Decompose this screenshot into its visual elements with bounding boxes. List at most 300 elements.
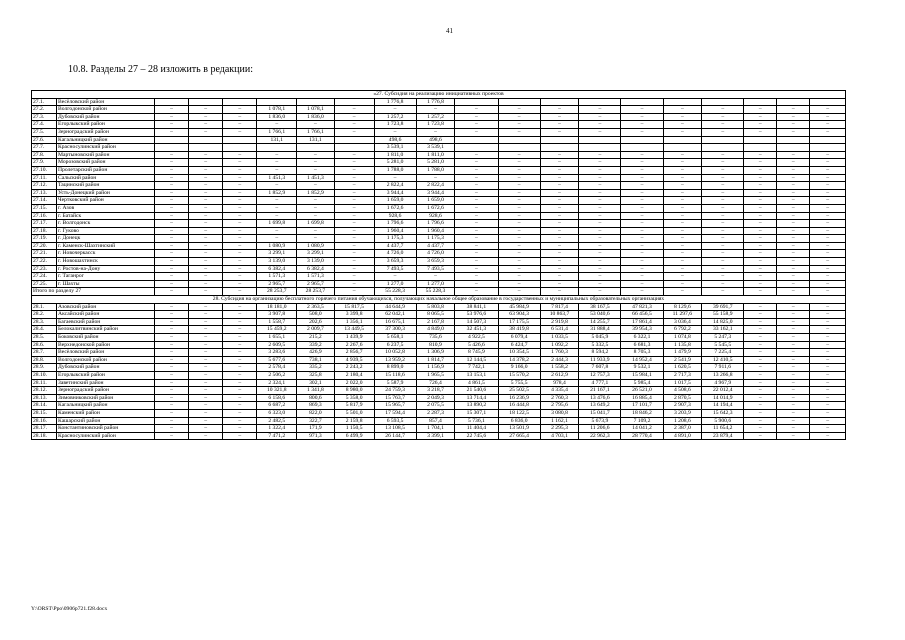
- value-cell: –: [154, 197, 188, 205]
- value-cell: 1 776,8: [416, 98, 455, 106]
- table-row: [32, 265, 846, 273]
- value-cell: –: [744, 349, 777, 357]
- value-cell: –: [223, 159, 257, 167]
- value-cell: –: [223, 113, 257, 121]
- value-cell: –: [455, 182, 498, 190]
- value-cell: –: [663, 106, 702, 114]
- value-cell: –: [744, 159, 777, 167]
- value-cell: –: [663, 280, 702, 288]
- value-cell: 2 965,7: [257, 280, 297, 288]
- value-cell: –: [223, 151, 257, 159]
- value-cell: –: [663, 189, 702, 197]
- value-cell: –: [579, 220, 621, 228]
- value-cell: 735,6: [416, 334, 455, 342]
- value-cell: [744, 136, 777, 144]
- row-number: 28.7.: [32, 349, 57, 357]
- value-cell: –: [621, 189, 663, 197]
- value-cell: –: [579, 151, 621, 159]
- row-number: 27.16.: [32, 212, 57, 220]
- value-cell: 18 181,0: [257, 303, 297, 311]
- value-cell: 5 281,0: [374, 159, 416, 167]
- row-number: 27.9.: [32, 159, 57, 167]
- value-cell: –: [744, 280, 777, 288]
- value-cell: –: [540, 182, 579, 190]
- value-cell: 2 506,2: [257, 371, 297, 379]
- value-cell: 5 755,5: [498, 379, 540, 387]
- row-number: 28.13.: [32, 394, 57, 402]
- table-row: [32, 356, 846, 364]
- value-cell: 4 891,0: [663, 432, 702, 440]
- value-cell: 4 703,1: [540, 432, 579, 440]
- value-cell: –: [189, 364, 223, 372]
- value-cell: 26 521,0: [621, 387, 663, 395]
- value-cell: –: [416, 174, 455, 182]
- value-cell: –: [223, 227, 257, 235]
- value-cell: 1 659,0: [374, 197, 416, 205]
- value-cell: [810, 144, 846, 152]
- municipality-name: Морозовский район: [57, 159, 155, 167]
- row-number: 27.7.: [32, 144, 57, 152]
- row-number: 27.11.: [32, 174, 57, 182]
- municipality-name: Сальский район: [57, 174, 155, 182]
- value-cell: 6 322,1: [621, 334, 663, 342]
- municipality-name: г. Ростов-на-Дону: [57, 265, 155, 273]
- value-cell: [223, 136, 257, 144]
- value-cell: 14 378,2: [498, 356, 540, 364]
- value-cell: [810, 98, 846, 106]
- value-cell: 6 323,0: [257, 409, 297, 417]
- value-cell: 2 965,7: [297, 280, 335, 288]
- value-cell: –: [663, 121, 702, 129]
- value-cell: 1 208,6: [663, 417, 702, 425]
- value-cell: 2 009,7: [297, 326, 335, 334]
- value-cell: –: [154, 106, 188, 114]
- value-cell: 3 203,9: [663, 409, 702, 417]
- value-cell: –: [334, 212, 374, 220]
- value-cell: 3 539,1: [374, 144, 416, 152]
- value-cell: 22 962,3: [579, 432, 621, 440]
- value-cell: –: [744, 182, 777, 190]
- value-cell: –: [154, 151, 188, 159]
- table-row: [32, 364, 846, 372]
- value-cell: [777, 136, 810, 144]
- value-cell: [334, 144, 374, 152]
- municipality-name: Егорлыкский район: [57, 371, 155, 379]
- value-cell: 202,6: [297, 318, 335, 326]
- value-cell: –: [498, 273, 540, 281]
- value-cell: –: [744, 409, 777, 417]
- row-number: 27.8.: [32, 151, 57, 159]
- value-cell: –: [297, 182, 335, 190]
- value-cell: –: [744, 311, 777, 319]
- value-cell: 1 672,6: [416, 204, 455, 212]
- table-row: [32, 250, 846, 258]
- value-cell: –: [702, 121, 744, 129]
- total-value-cell: –: [334, 288, 374, 296]
- value-cell: 322,7: [297, 417, 335, 425]
- value-cell: –: [702, 265, 744, 273]
- value-cell: –: [744, 250, 777, 258]
- value-cell: 2 287,3: [416, 409, 455, 417]
- value-cell: [621, 98, 663, 106]
- value-cell: –: [223, 349, 257, 357]
- value-cell: 6 687,2: [257, 402, 297, 410]
- value-cell: –: [154, 174, 188, 182]
- value-cell: 15 041,7: [579, 409, 621, 417]
- value-cell: 8 065,5: [416, 311, 455, 319]
- value-cell: –: [498, 106, 540, 114]
- value-cell: 13 959,2: [374, 356, 416, 364]
- value-cell: –: [540, 159, 579, 167]
- value-cell: 15 965,7: [374, 402, 416, 410]
- value-cell: –: [621, 242, 663, 250]
- value-cell: 14 014,9: [702, 394, 744, 402]
- value-cell: –: [154, 409, 188, 417]
- value-cell: –: [663, 182, 702, 190]
- value-cell: –: [154, 425, 188, 433]
- value-cell: –: [334, 189, 374, 197]
- section-heading: 10.8. Разделы 27 – 28 изложить в редакции:: [68, 64, 253, 75]
- value-cell: –: [663, 159, 702, 167]
- value-cell: –: [455, 212, 498, 220]
- value-cell: –: [621, 212, 663, 220]
- value-cell: 2 049,3: [416, 394, 455, 402]
- value-cell: –: [744, 334, 777, 342]
- value-cell: –: [810, 356, 846, 364]
- value-cell: 2 760,3: [540, 394, 579, 402]
- value-cell: –: [189, 425, 223, 433]
- value-cell: 3 659,3: [416, 258, 455, 266]
- value-cell: –: [579, 189, 621, 197]
- value-cell: –: [579, 265, 621, 273]
- value-cell: 38 419,8: [498, 326, 540, 334]
- value-cell: –: [621, 182, 663, 190]
- total-value-cell: –: [189, 288, 223, 296]
- value-cell: –: [579, 204, 621, 212]
- value-cell: –: [223, 235, 257, 243]
- value-cell: 131,1: [297, 136, 335, 144]
- value-cell: [455, 136, 498, 144]
- value-cell: –: [334, 128, 374, 136]
- value-cell: 12 410,5: [702, 356, 744, 364]
- table-row: [32, 220, 846, 228]
- value-cell: 11 404,4: [455, 425, 498, 433]
- value-cell: 1 135,8: [663, 341, 702, 349]
- value-cell: –: [777, 128, 810, 136]
- value-cell: –: [189, 417, 223, 425]
- value-cell: –: [810, 349, 846, 357]
- total-value-cell: 28 253,7: [257, 288, 297, 296]
- value-cell: 171,9: [297, 425, 335, 433]
- value-cell: –: [223, 311, 257, 319]
- value-cell: 8 980,0: [334, 387, 374, 395]
- value-cell: –: [702, 250, 744, 258]
- value-cell: 13 449,5: [334, 326, 374, 334]
- value-cell: –: [374, 174, 416, 182]
- value-cell: 1 277,0: [374, 280, 416, 288]
- value-cell: –: [498, 250, 540, 258]
- value-cell: 1 322,4: [257, 425, 297, 433]
- value-cell: [189, 144, 223, 152]
- value-cell: –: [540, 227, 579, 235]
- value-cell: 66 456,5: [621, 311, 663, 319]
- value-cell: –: [744, 128, 777, 136]
- value-cell: –: [223, 394, 257, 402]
- value-cell: –: [223, 387, 257, 395]
- value-cell: 4 335,4: [540, 387, 579, 395]
- value-cell: –: [702, 258, 744, 266]
- value-cell: –: [579, 113, 621, 121]
- value-cell: –: [189, 159, 223, 167]
- value-cell: –: [777, 159, 810, 167]
- value-cell: 2 822,4: [416, 182, 455, 190]
- value-cell: –: [579, 250, 621, 258]
- value-cell: –: [154, 311, 188, 319]
- value-cell: 18 122,5: [498, 409, 540, 417]
- value-cell: 810,9: [416, 341, 455, 349]
- value-cell: –: [154, 349, 188, 357]
- municipality-name: Каменский район: [57, 409, 155, 417]
- value-cell: –: [154, 250, 188, 258]
- value-cell: –: [223, 334, 257, 342]
- value-cell: 13 649,2: [579, 402, 621, 410]
- total-value-cell: 28 253,7: [297, 288, 335, 296]
- value-cell: 5 817,9: [334, 402, 374, 410]
- value-cell: –: [223, 106, 257, 114]
- municipality-name: Багаевский район: [57, 318, 155, 326]
- value-cell: –: [777, 409, 810, 417]
- value-cell: –: [154, 303, 188, 311]
- total-value-cell: 55 228,3: [374, 288, 416, 296]
- municipality-name: Волгодонской район: [57, 356, 155, 364]
- value-cell: 5 545,5: [702, 341, 744, 349]
- municipality-name: Дубовский район: [57, 113, 155, 121]
- value-cell: –: [810, 235, 846, 243]
- value-cell: [621, 136, 663, 144]
- value-cell: 6 382,4: [297, 265, 335, 273]
- value-cell: –: [777, 280, 810, 288]
- value-cell: –: [455, 106, 498, 114]
- total-value-cell: –: [702, 288, 744, 296]
- value-cell: –: [777, 265, 810, 273]
- value-cell: –: [189, 106, 223, 114]
- value-cell: 508,0: [297, 311, 335, 319]
- value-cell: –: [663, 128, 702, 136]
- value-cell: 2 717,3: [663, 371, 702, 379]
- value-cell: 10 863,7: [540, 311, 579, 319]
- value-cell: –: [498, 265, 540, 273]
- value-cell: 12 757,3: [579, 371, 621, 379]
- value-cell: 2 482,5: [257, 417, 297, 425]
- value-cell: 7 742,1: [455, 364, 498, 372]
- value-cell: –: [154, 371, 188, 379]
- total-value-cell: –: [744, 288, 777, 296]
- total-value-cell: –: [777, 288, 810, 296]
- row-number: 27.12.: [32, 182, 57, 190]
- table-row: [32, 151, 846, 159]
- value-cell: –: [154, 341, 188, 349]
- municipality-name: Заветинский район: [57, 379, 155, 387]
- value-cell: –: [455, 220, 498, 228]
- row-number: 28.11.: [32, 379, 57, 387]
- value-cell: –: [297, 235, 335, 243]
- value-cell: 27 665,4: [498, 432, 540, 440]
- value-cell: 6 499,9: [334, 432, 374, 440]
- value-cell: 1 080,9: [257, 242, 297, 250]
- value-cell: 10 052,8: [374, 349, 416, 357]
- value-cell: –: [297, 197, 335, 205]
- value-cell: –: [810, 250, 846, 258]
- value-cell: –: [663, 273, 702, 281]
- value-cell: 1 766,1: [297, 128, 335, 136]
- value-cell: –: [540, 174, 579, 182]
- row-number: 27.10.: [32, 166, 57, 174]
- value-cell: 2 022,0: [334, 379, 374, 387]
- value-cell: 1 451,3: [257, 174, 297, 182]
- value-cell: –: [702, 204, 744, 212]
- value-cell: –: [663, 212, 702, 220]
- value-cell: –: [297, 121, 335, 129]
- table-row: [32, 98, 846, 106]
- value-cell: [540, 98, 579, 106]
- value-cell: 15 642,3: [702, 409, 744, 417]
- value-cell: 2 267,6: [334, 341, 374, 349]
- value-cell: 3 036,4: [663, 318, 702, 326]
- table-row: [32, 280, 846, 288]
- value-cell: –: [154, 334, 188, 342]
- value-cell: –: [663, 220, 702, 228]
- municipality-name: г. Таганрог: [57, 273, 155, 281]
- value-cell: 7 493,5: [374, 265, 416, 273]
- value-cell: –: [621, 128, 663, 136]
- value-cell: [455, 144, 498, 152]
- total-value-cell: –: [579, 288, 621, 296]
- value-cell: [154, 136, 188, 144]
- value-cell: –: [189, 409, 223, 417]
- value-cell: 3 659,3: [374, 258, 416, 266]
- value-cell: –: [257, 235, 297, 243]
- value-cell: 13 501,9: [498, 425, 540, 433]
- value-cell: –: [334, 227, 374, 235]
- table-row: [32, 128, 846, 136]
- value-cell: –: [223, 303, 257, 311]
- value-cell: –: [189, 356, 223, 364]
- value-cell: –: [540, 220, 579, 228]
- value-cell: 1 078,1: [297, 106, 335, 114]
- value-cell: 1 092,2: [540, 341, 579, 349]
- value-cell: –: [777, 258, 810, 266]
- value-cell: 15 570,2: [498, 371, 540, 379]
- value-cell: –: [455, 151, 498, 159]
- table-row: [32, 409, 846, 417]
- value-cell: –: [540, 128, 579, 136]
- value-cell: –: [498, 189, 540, 197]
- value-cell: –: [334, 220, 374, 228]
- table-row: [32, 197, 846, 205]
- value-cell: 1 156,9: [416, 364, 455, 372]
- value-cell: –: [777, 387, 810, 395]
- value-cell: –: [777, 113, 810, 121]
- value-cell: 8 899,0: [374, 364, 416, 372]
- value-cell: 3 399,1: [416, 432, 455, 440]
- value-cell: 5 332,5: [579, 341, 621, 349]
- value-cell: –: [744, 394, 777, 402]
- value-cell: –: [621, 227, 663, 235]
- value-cell: 1 965,5: [416, 371, 455, 379]
- row-number: 27.4.: [32, 121, 57, 129]
- value-cell: [334, 136, 374, 144]
- value-cell: –: [223, 402, 257, 410]
- value-cell: –: [540, 166, 579, 174]
- value-cell: –: [702, 106, 744, 114]
- value-cell: 15 763,7: [374, 394, 416, 402]
- value-cell: –: [621, 151, 663, 159]
- value-cell: –: [416, 106, 455, 114]
- municipality-name: Верхнедонской район: [57, 341, 155, 349]
- value-cell: –: [223, 212, 257, 220]
- value-cell: 4 508,6: [663, 387, 702, 395]
- value-cell: –: [189, 235, 223, 243]
- value-cell: –: [223, 364, 257, 372]
- value-cell: –: [744, 432, 777, 440]
- value-cell: 17 101,7: [621, 402, 663, 410]
- value-cell: 1 558,2: [540, 364, 579, 372]
- section-header-row: [32, 296, 846, 304]
- value-cell: –: [702, 280, 744, 288]
- value-cell: –: [810, 113, 846, 121]
- value-cell: 928,6: [416, 212, 455, 220]
- value-cell: –: [621, 273, 663, 281]
- value-cell: 1 659,0: [416, 197, 455, 205]
- value-cell: 335,2: [297, 364, 335, 372]
- value-cell: –: [223, 220, 257, 228]
- value-cell: 5 985,4: [621, 379, 663, 387]
- value-cell: –: [297, 151, 335, 159]
- row-number: 27.13.: [32, 189, 57, 197]
- table-row: [32, 136, 846, 144]
- row-number: 27.1.: [32, 98, 57, 106]
- value-cell: –: [777, 166, 810, 174]
- table-row: [32, 144, 846, 152]
- value-cell: 3 139,0: [257, 258, 297, 266]
- value-cell: 1 814,7: [416, 356, 455, 364]
- total-row: [32, 288, 846, 296]
- value-cell: –: [189, 166, 223, 174]
- value-cell: –: [257, 159, 297, 167]
- value-cell: 1 558,7: [257, 318, 297, 326]
- value-cell: 3 907,8: [257, 311, 297, 319]
- value-cell: –: [579, 166, 621, 174]
- value-cell: –: [540, 197, 579, 205]
- municipality-name: г. Шахты: [57, 280, 155, 288]
- section-header-row: [32, 91, 846, 99]
- value-cell: 1 760,3: [540, 349, 579, 357]
- value-cell: 45 984,9: [498, 303, 540, 311]
- value-cell: 6 792,2: [663, 326, 702, 334]
- value-cell: –: [154, 189, 188, 197]
- value-cell: 1 766,1: [257, 128, 297, 136]
- value-cell: –: [154, 318, 188, 326]
- value-cell: 11 654,2: [702, 425, 744, 433]
- value-cell: –: [223, 204, 257, 212]
- value-cell: 2 541,9: [663, 356, 702, 364]
- row-number: 28.9.: [32, 364, 57, 372]
- value-cell: –: [579, 258, 621, 266]
- value-cell: –: [810, 159, 846, 167]
- value-cell: 822,0: [297, 409, 335, 417]
- value-cell: –: [810, 303, 846, 311]
- value-cell: 7 607,8: [579, 364, 621, 372]
